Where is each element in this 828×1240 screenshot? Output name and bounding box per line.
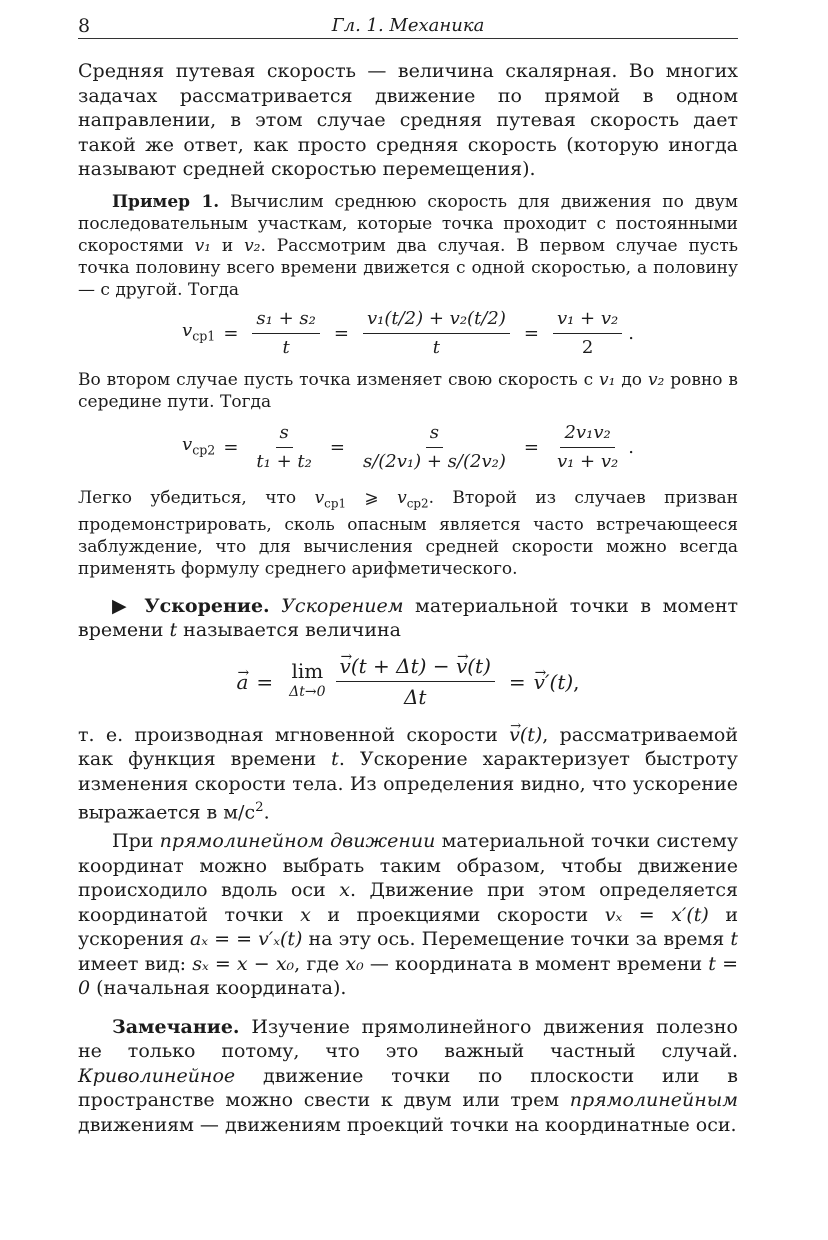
eq-sign: = [523, 436, 539, 458]
eq-sign: = [256, 669, 274, 694]
example-text-a: Вычислим среднюю скорость для движения по двум последовательным участкам, которые точка проходит с постоянными скоростями [78, 191, 739, 256]
formula2-frac1: $\frac{s}{\text{t₁ + t₂}}$ [256, 422, 312, 472]
period: . [628, 322, 634, 344]
eq-sign: = [333, 322, 349, 344]
formula3-rhs: → v′(t) [534, 670, 574, 695]
formula2-frac3: $\frac{\text{2v₁v₂}}{\text{v₁ + v₂}}$ [556, 422, 619, 472]
formula-vcp2 [78, 413, 738, 483]
example-text-b: и [211, 235, 245, 256]
formula1-frac2: $\frac{\text{v₁(t/2) + v₂(t/2)}}{t}$ [363, 308, 510, 359]
formula3-frac: → $\frac{v(t + \Delta t) - \to v(t)}{\Delta t}$ [336, 654, 495, 710]
eq-sign: = [523, 322, 539, 344]
comma: , [573, 669, 580, 694]
limit: lim Δt→0 [289, 658, 326, 701]
formula1-frac3: $\frac{\text{v₁ + v₂}}{2}$ [553, 308, 622, 359]
remark-label: Замечание. [112, 1015, 240, 1038]
eq-sign: = [508, 669, 526, 694]
example-paragraph [78, 191, 738, 301]
eq-sign: = [223, 436, 239, 458]
formula-vcp1 [78, 301, 738, 367]
formula-acceleration [78, 643, 738, 721]
second-case-paragraph: Во втором случае пусть точка изменяет свою скорость с v₁ до v₂ ровно в середине пути. Тогда [78, 369, 738, 412]
example-label: Пример 1. [112, 191, 220, 212]
a-vector: → a [236, 670, 248, 695]
acceleration-paragraph: ▶ Ускорение. Ускорением материальной точки в момент времени t называется величина [78, 594, 738, 642]
intro-paragraph: Средняя путевая скорость — величина скалярная. Во многих задачах рассматривается движение по прямой в одном направлении, в этом случае средняя путевая скорость дает такой же ответ, как просто средняя скорость (которую иногда называют средней скоростью перемещения). [78, 60, 738, 180]
period: . [628, 436, 634, 458]
formula2-frac2: $\frac{s}{\text{s/(2v₁) + s/(2v₂)}}$ [362, 422, 506, 472]
running-header [78, 12, 738, 39]
eq-sign: = [223, 322, 239, 344]
linear-motion-paragraph: При прямолинейном движении материальной точки систему координат можно выбрать таким образом, чтобы движение происходило вдоль оси x. Движение при этом определяется координатой точки x и проекциями скорости vₓ = x′(t) и ускорения aₓ = = v′ₓ(t) на эту ось. Перемещение точки за время t имеет вид: sₓ = x − x₀, где x₀ — координата в момент времени t = 0 (начальная координата). [78, 830, 739, 1000]
acceleration-heading: ▶ Ускорение. [112, 594, 270, 617]
example-text-c: . Рассмотрим два случая. В первом случае пусть точка половину всего времени движется с одной скоростью, а половину — с другой. Тогда [78, 235, 738, 300]
formula2-lhs: $v_{ср2}$ [182, 433, 216, 458]
conclusion-paragraph: Легко убедиться, что $v_{ср1}$ ⩾ $v_{ср2}$. Второй из случаев призван продемонстрировать, сколь опасным является часто встречающееся заблуждение, что для вычисления средней скорости можно всегда применять формулу среднего арифметического. [78, 487, 739, 579]
formula1-frac1: $\frac{\text{s₁ + s₂}}{t}$ [252, 308, 319, 359]
chapter-title: Гл. 1. Механика [331, 15, 485, 36]
eq-sign: = [329, 436, 345, 458]
formula1-lhs: $v_{ср1}$ [182, 319, 216, 344]
math-v2: v₂ [244, 235, 261, 256]
page [78, 12, 738, 1137]
remark-paragraph: Замечание. Изучение прямолинейного движения полезно не только потому, что это важный частный случай. Криволинейное движение точки по плоскости или в пространстве можно свести к двум или трем прямолинейным движениям — движениям проекций точки на координатные оси. [78, 1015, 738, 1136]
math-v1: v₁ [194, 235, 211, 256]
derivative-paragraph: т. е. производная мгновенной скорости → v(t), рассматриваемой как функция времени t. Ускорение характеризует быстроту изменения скорости тела. Из определения видно, что ускорение выражается в $м/с^2$. [78, 723, 738, 825]
page-number: 8 [78, 15, 91, 37]
